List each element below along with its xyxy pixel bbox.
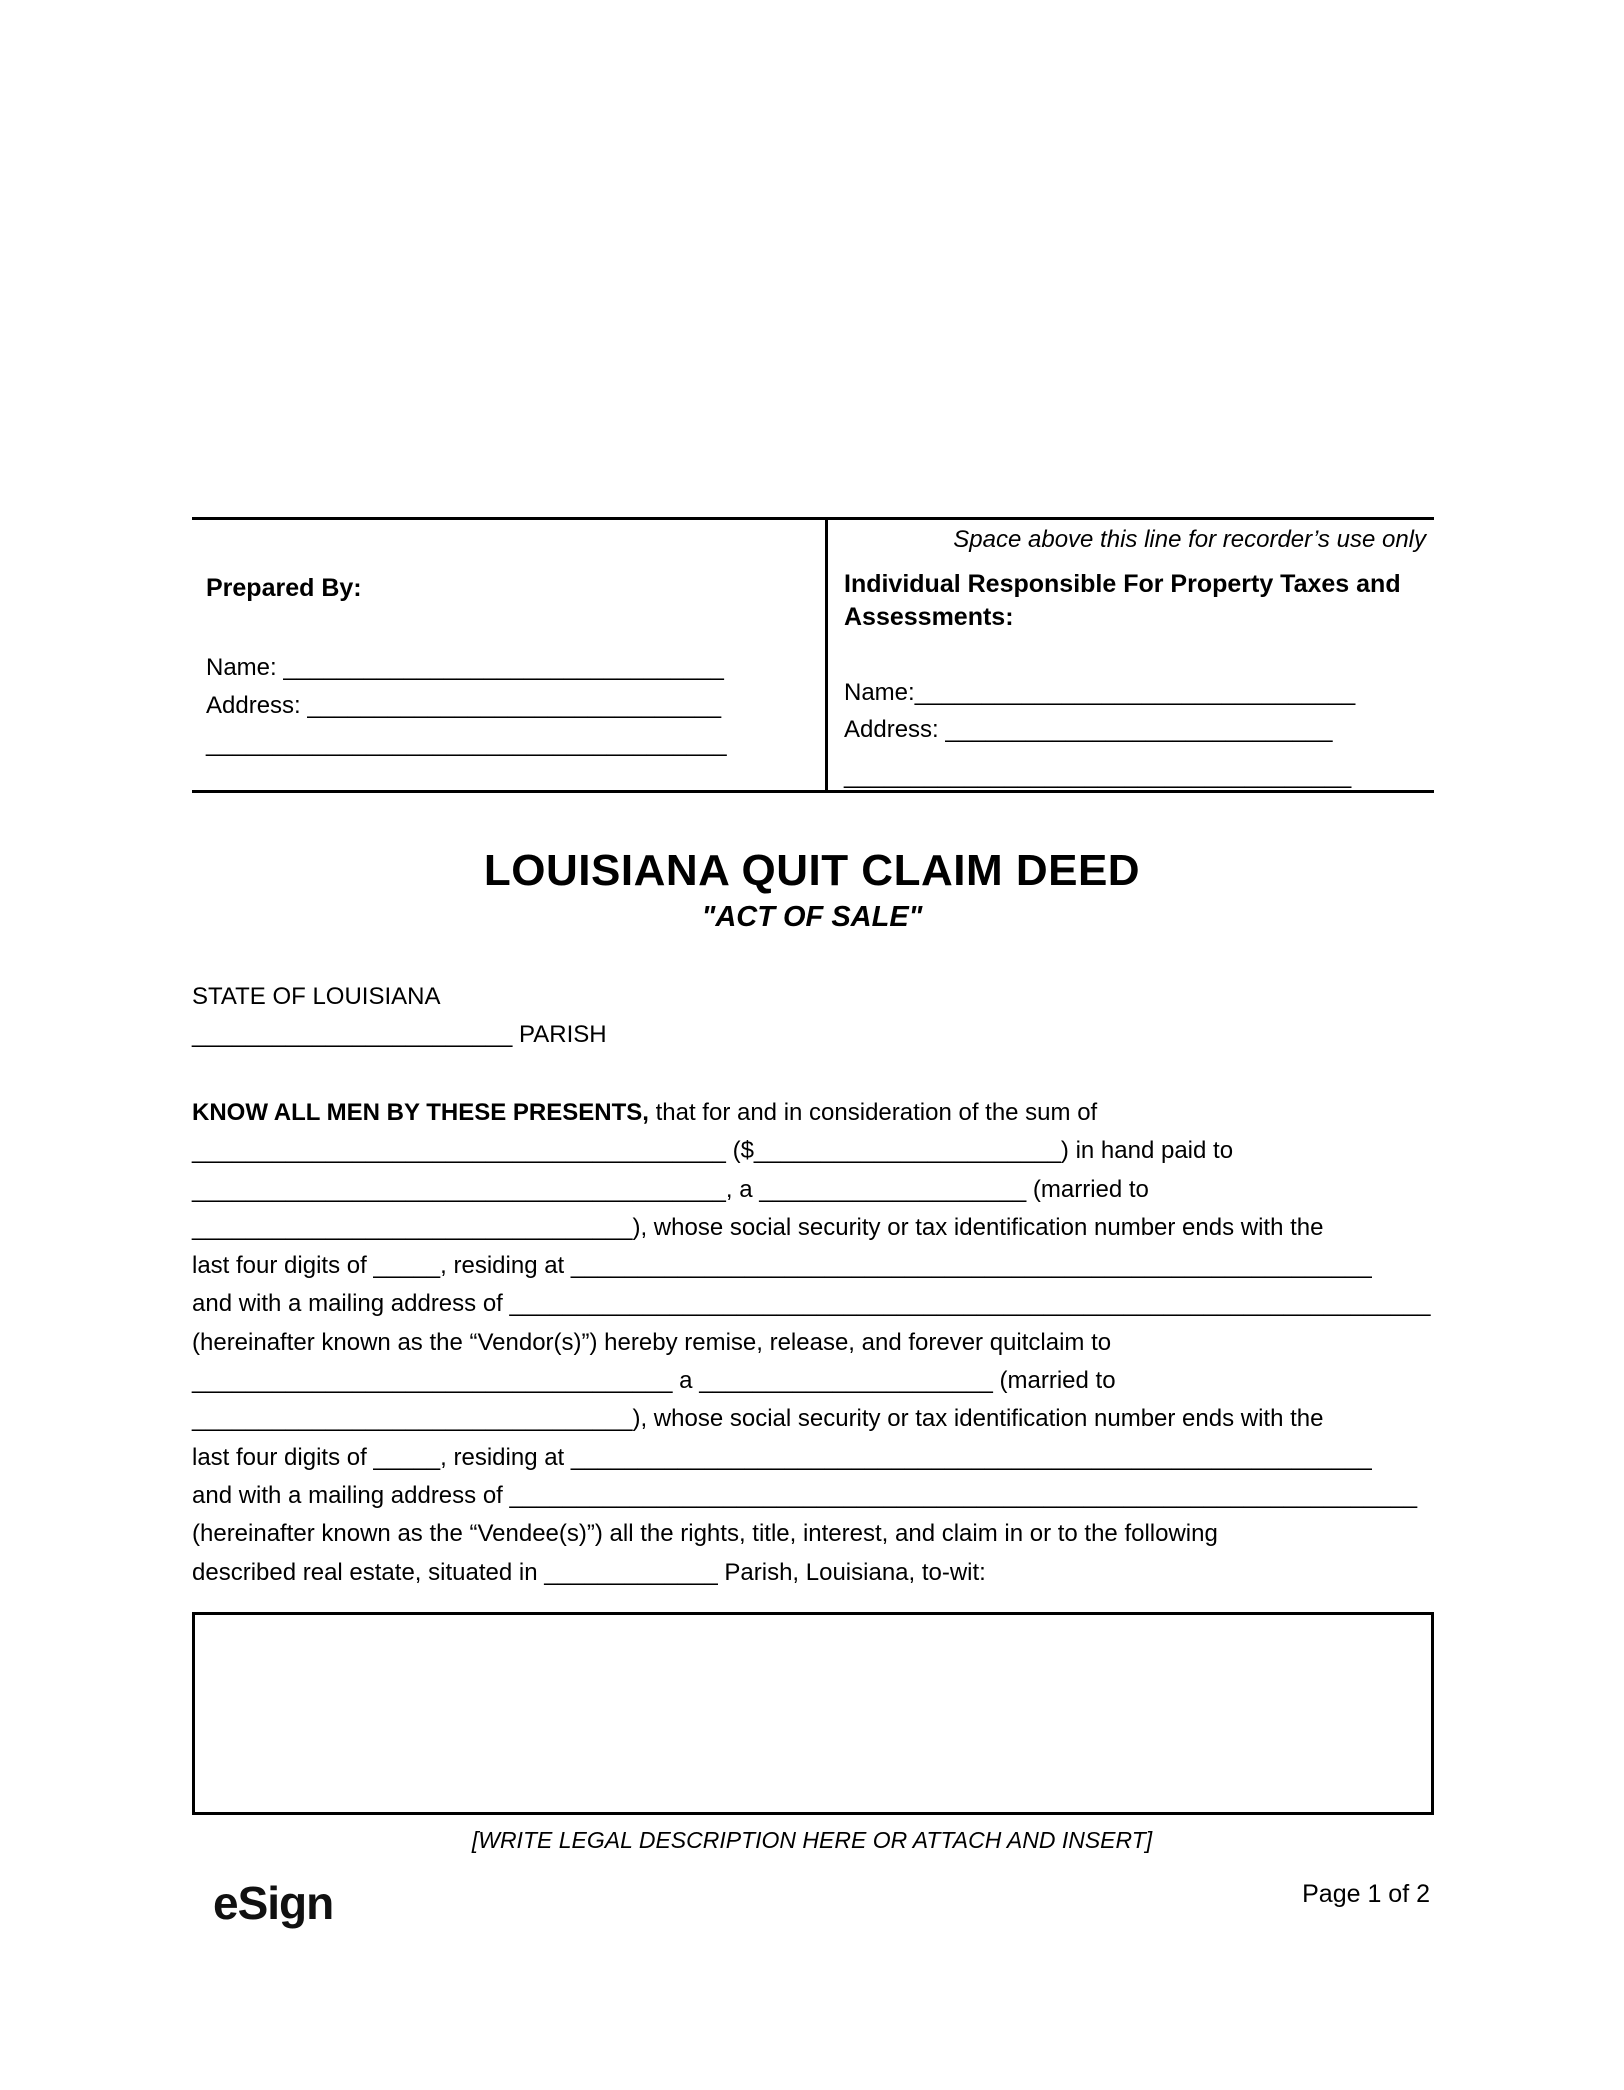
parish-line: ________________________ PARISH	[192, 1021, 607, 1048]
deed-opening-bold: KNOW ALL MEN BY THESE PRESENTS,	[192, 1099, 649, 1126]
tax-individual-section	[825, 520, 1434, 790]
deed-line: last four digits of _____, residing at ____________________________________________________________	[192, 1252, 1372, 1280]
state-line: STATE OF LOUISIANA	[192, 983, 441, 1010]
deed-opening-rest: that for and in consideration of the sum of	[648, 1099, 1098, 1126]
legal-description-box	[192, 1612, 1434, 1815]
page-title: LOUISIANA QUIT CLAIM DEED	[483, 846, 1141, 895]
deed-line: ________________________________________ ($_______________________) in hand paid to	[192, 1137, 1234, 1165]
deed-line: (hereinafter known as the “Vendor(s)”) hereby remise, release, and forever quitclaim to	[192, 1328, 1112, 1356]
page-indicator: Page 1 of 2	[1302, 1880, 1430, 1908]
deed-line: ____________________________________ a ______________________ (married to	[192, 1367, 1116, 1395]
recorder-use-note: Space above this line for recorder’s use only	[953, 526, 1426, 553]
prepared-by-fields	[206, 649, 805, 763]
esign-logo: eSign	[213, 1877, 334, 1929]
deed-line: and with a mailing address of ____________________________________________________________________	[192, 1481, 1418, 1509]
prepared-by-blank-line: _______________________________________	[206, 730, 727, 757]
deed-opening-line	[192, 1094, 1442, 1132]
tax-individual-address-line: Address: _____________________________	[844, 716, 1333, 743]
prepared-by-name-line: Name: _________________________________	[206, 654, 724, 681]
deed-line: and with a mailing address of _____________________________________________________________________	[192, 1290, 1431, 1318]
prepared-by-heading: Prepared By:	[206, 574, 362, 602]
recorder-box	[192, 517, 1434, 793]
legal-description-caption: [WRITE LEGAL DESCRIPTION HERE OR ATTACH AND INSERT]	[471, 1827, 1153, 1853]
tax-individual-blank-line: ______________________________________	[844, 762, 1352, 789]
deed-line: ________________________________________, a ____________________ (married to	[192, 1175, 1149, 1203]
deed-line: last four digits of _____, residing at ____________________________________________________________	[192, 1443, 1372, 1471]
page-subtitle: "ACT OF SALE"	[701, 901, 923, 933]
prepared-by-section	[192, 520, 825, 790]
tax-individual-name-line: Name:_________________________________	[844, 679, 1356, 706]
deed-line: _________________________________), whose social security or tax identification number ends with the	[192, 1405, 1324, 1433]
deed-line: (hereinafter known as the “Vendee(s)”) all the rights, title, interest, and claim in or to the following	[192, 1520, 1218, 1548]
deed-body	[192, 1094, 1442, 1592]
jurisdiction-block	[192, 978, 607, 1054]
deed-line: described real estate, situated in _____________ Parish, Louisiana, to-wit:	[192, 1558, 986, 1586]
tax-individual-fields	[844, 674, 1426, 794]
tax-individual-heading: Individual Responsible For Property Taxes and Assessments:	[844, 570, 1401, 631]
prepared-by-address-line: Address: _______________________________	[206, 692, 722, 719]
deed-line: _________________________________), whose social security or tax identification number ends with the	[192, 1213, 1324, 1241]
